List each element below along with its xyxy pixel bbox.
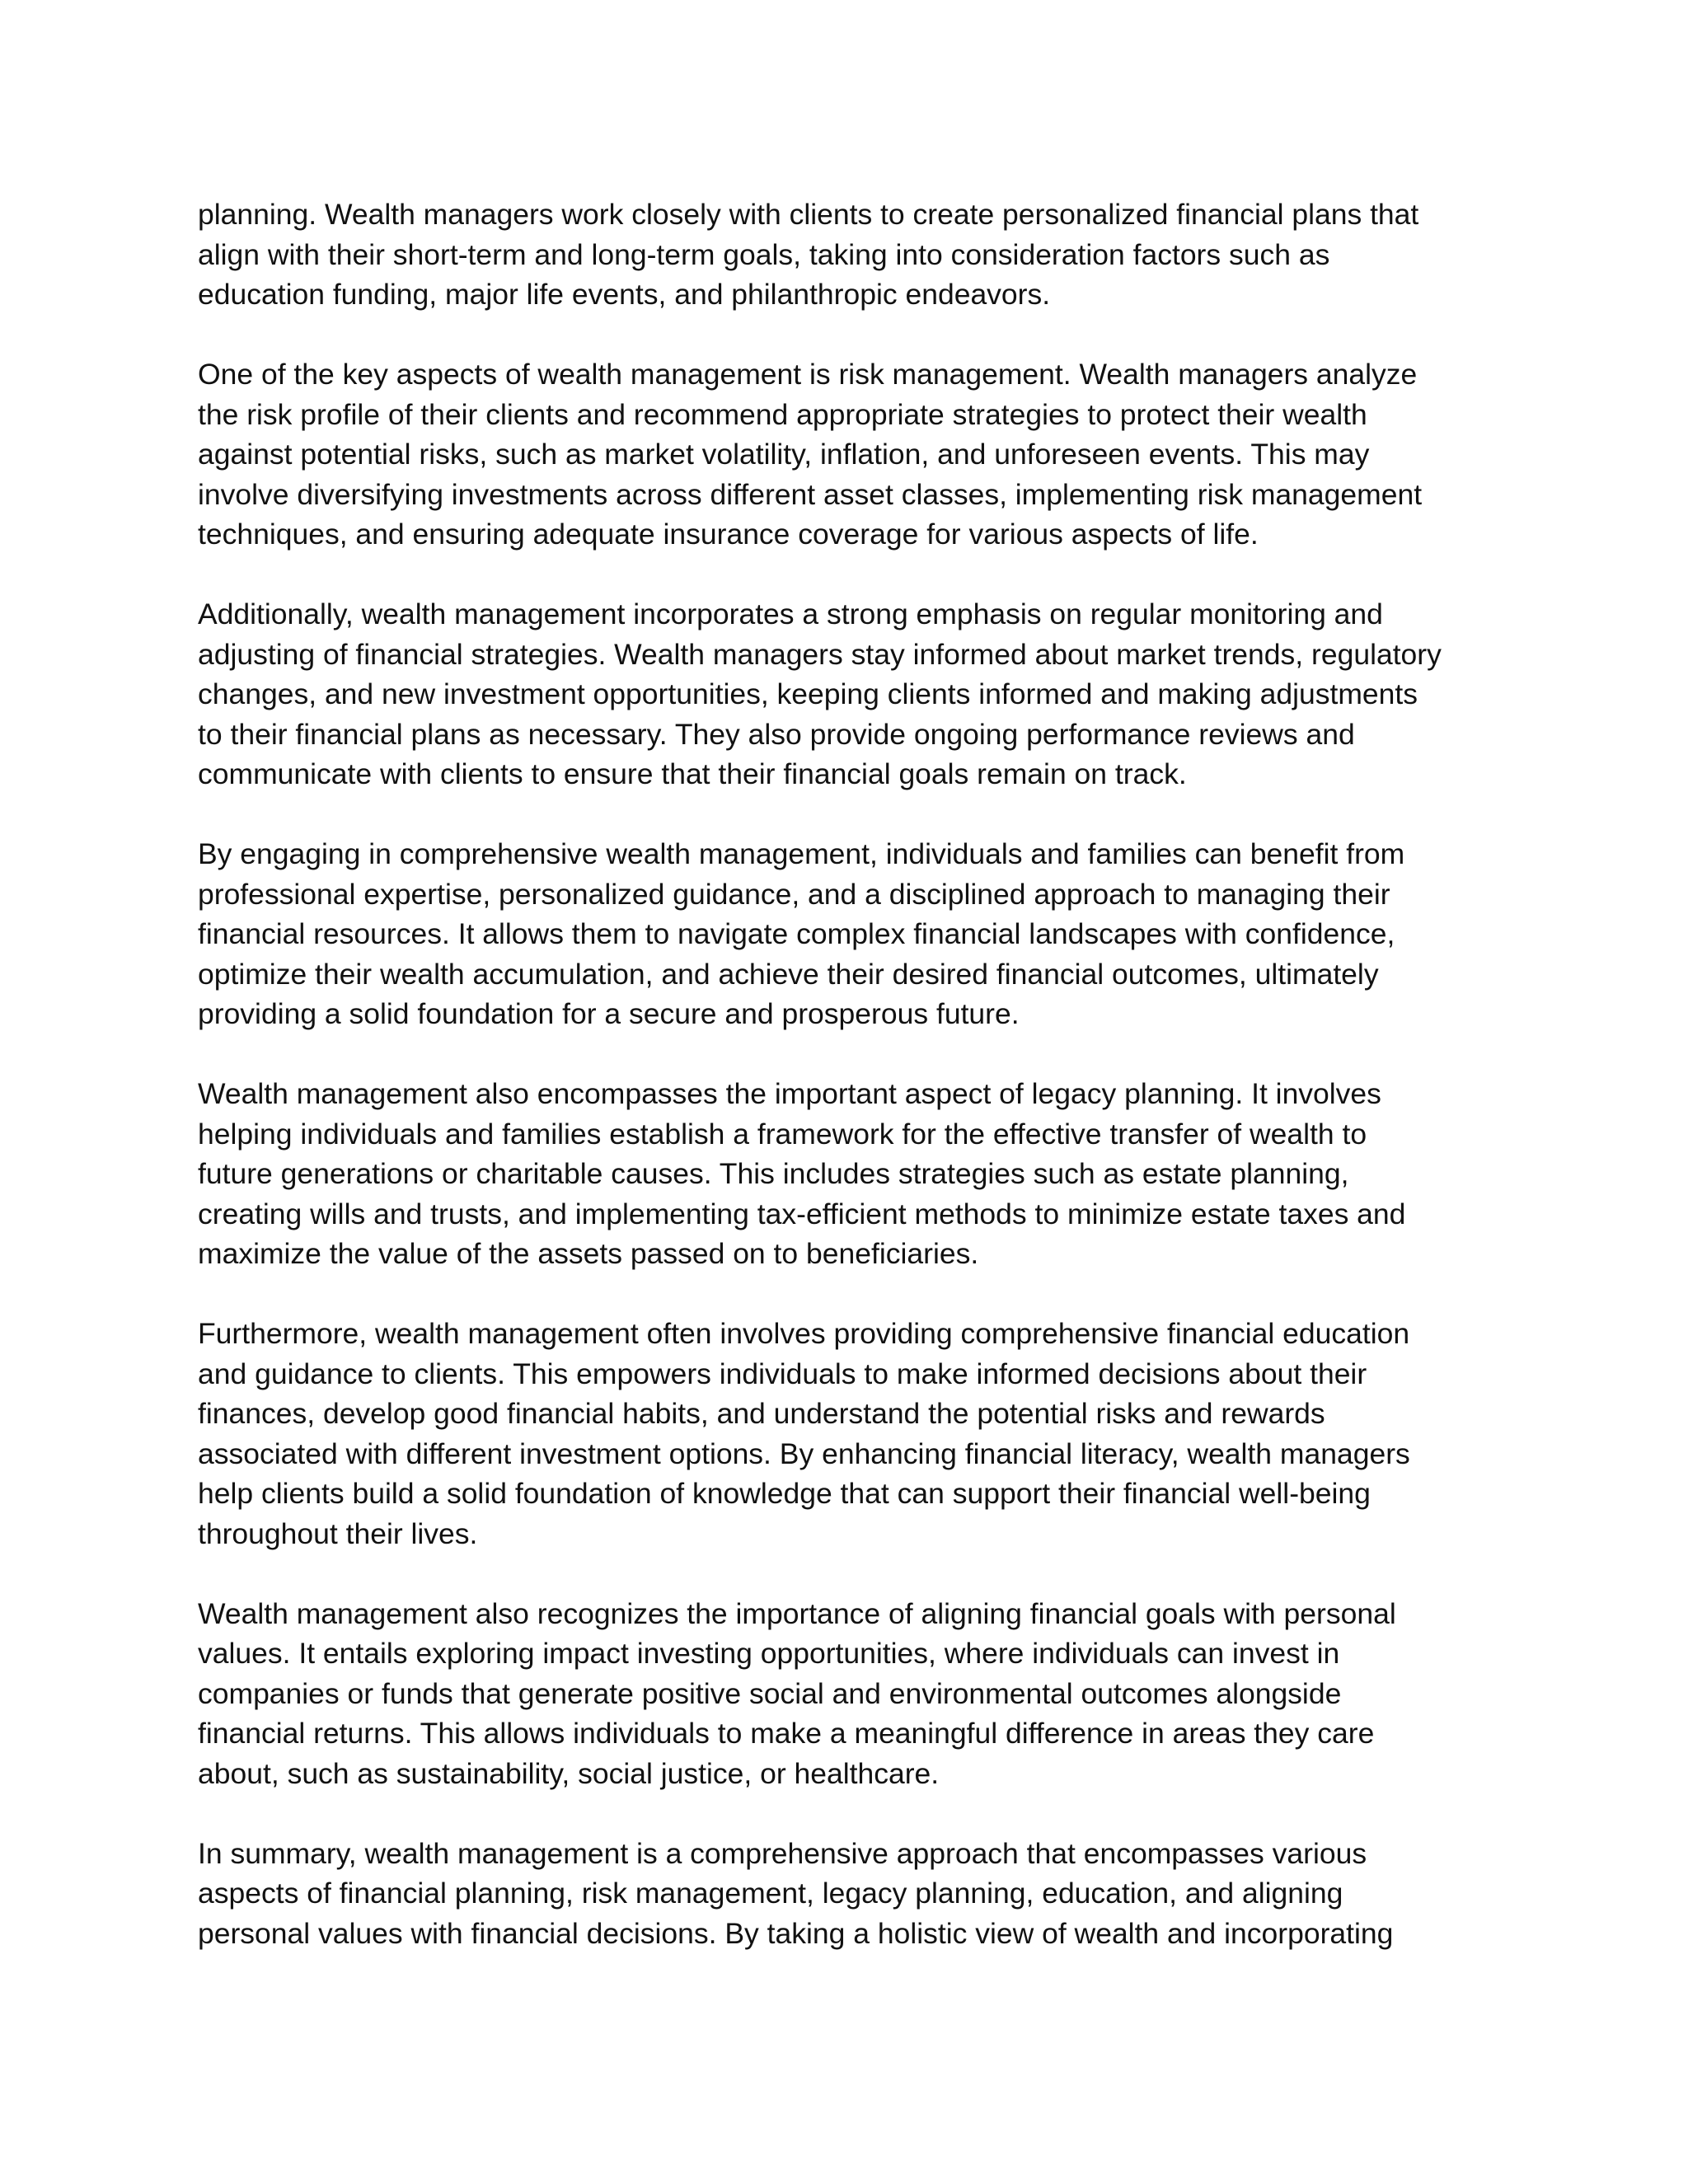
paragraph-3-line-4: to their financial plans as necessary. They also provide ongoing performance reviews and — [198, 717, 1355, 751]
paragraph-1-line-3: education funding, major life events, and philanthropic endeavors. — [198, 278, 1051, 311]
paragraph-2-line-3: against potential risks, such as market volatility, inflation, and unforeseen events. This may — [198, 438, 1370, 471]
paragraph-8-line-1: In summary, wealth management is a comprehensive approach that encompasses various — [198, 1836, 1367, 1870]
paragraph-5-line-1: Wealth management also encompasses the important aspect of legacy planning. It involves — [198, 1077, 1381, 1110]
paragraph-7 — [198, 1594, 1500, 1794]
paragraph-3-line-5: communicate with clients to ensure that their financial goals remain on track. — [198, 757, 1187, 790]
paragraph-5 — [198, 1074, 1500, 1274]
paragraph-6 — [198, 1314, 1500, 1554]
paragraph-2-line-2: the risk profile of their clients and recommend appropriate strategies to protect their wealth — [198, 397, 1367, 431]
paragraph-7-line-4: financial returns. This allows individuals to make a meaningful difference in areas they care — [198, 1717, 1375, 1750]
paragraph-6-line-3: finances, develop good financial habits, and understand the potential risks and rewards — [198, 1397, 1325, 1430]
paragraph-5-line-5: maximize the value of the assets passed on to beneficiaries. — [198, 1237, 979, 1270]
paragraph-8 — [198, 1834, 1500, 1954]
paragraph-6-line-1: Furthermore, wealth management often involves providing comprehensive financial education — [198, 1317, 1410, 1350]
paragraph-2-line-4: involve diversifying investments across different asset classes, implementing risk management — [198, 477, 1423, 511]
paragraph-6-line-5: help clients build a solid foundation of knowledge that can support their financial well-being — [198, 1477, 1371, 1510]
paragraph-4-line-2: professional expertise, personalized guidance, and a disciplined approach to managing their — [198, 877, 1390, 911]
paragraph-5-line-3: future generations or charitable causes. This includes strategies such as estate planning, — [198, 1157, 1349, 1190]
paragraph-5-line-4: creating wills and trusts, and implementing tax-efficient methods to minimize estate taxes and — [198, 1197, 1406, 1230]
paragraph-3-line-1: Additionally, wealth management incorporates a strong emphasis on regular monitoring and — [198, 598, 1383, 630]
paragraph-4-line-4: optimize their wealth accumulation, and achieve their desired financial outcomes, ultimately — [198, 957, 1379, 991]
paragraph-4-line-3: financial resources. It allows them to navigate complex financial landscapes with confidence, — [198, 917, 1395, 950]
paragraph-6-line-2: and guidance to clients. This empowers individuals to make informed decisions about their — [198, 1357, 1367, 1390]
paragraph-3 — [198, 594, 1500, 794]
paragraph-1-line-1: planning. Wealth managers work closely with clients to create personalized financial plans that — [198, 198, 1419, 231]
paragraph-4-line-1: By engaging in comprehensive wealth management, individuals and families can benefit from — [198, 837, 1405, 870]
paragraph-2-line-5: techniques, and ensuring adequate insurance coverage for various aspects of life. — [198, 518, 1259, 551]
paragraph-1-line-2: align with their short-term and long-term goals, taking into consideration factors such as — [198, 237, 1330, 271]
paragraph-4 — [198, 834, 1500, 1034]
paragraph-8-line-2: aspects of financial planning, risk management, legacy planning, education, and aligning — [198, 1877, 1343, 1910]
paragraph-8-line-3: personal values with financial decisions. By taking a holistic view of wealth and incorporating — [198, 1916, 1394, 1950]
document-body — [198, 194, 1500, 1994]
paragraph-2 — [198, 354, 1500, 555]
paragraph-7-line-5: about, such as sustainability, social justice, or healthcare. — [198, 1756, 940, 1790]
paragraph-1 — [198, 194, 1500, 315]
paragraph-6-line-4: associated with different investment options. By enhancing financial literacy, wealth managers — [198, 1436, 1410, 1470]
paragraph-4-line-5: providing a solid foundation for a secure and prosperous future. — [198, 997, 1020, 1030]
paragraph-7-line-2: values. It entails exploring impact investing opportunities, where individuals can invest in — [198, 1637, 1340, 1670]
paragraph-2-line-1: One of the key aspects of wealth management is risk management. Wealth managers analyze — [198, 358, 1418, 391]
paragraph-5-line-2: helping individuals and families establish a framework for the effective transfer of wealth to — [198, 1117, 1367, 1151]
paragraph-7-line-3: companies or funds that generate positive social and environmental outcomes alongside — [198, 1676, 1342, 1710]
paragraph-7-line-1: Wealth management also recognizes the importance of aligning financial goals with personal — [198, 1596, 1396, 1630]
paragraph-3-line-3: changes, and new investment opportunities, keeping clients informed and making adjustments — [198, 677, 1418, 710]
paragraph-6-line-6: throughout their lives. — [198, 1516, 478, 1550]
paragraph-3-line-2: adjusting of financial strategies. Wealth managers stay informed about market trends, regulatory — [198, 637, 1442, 671]
